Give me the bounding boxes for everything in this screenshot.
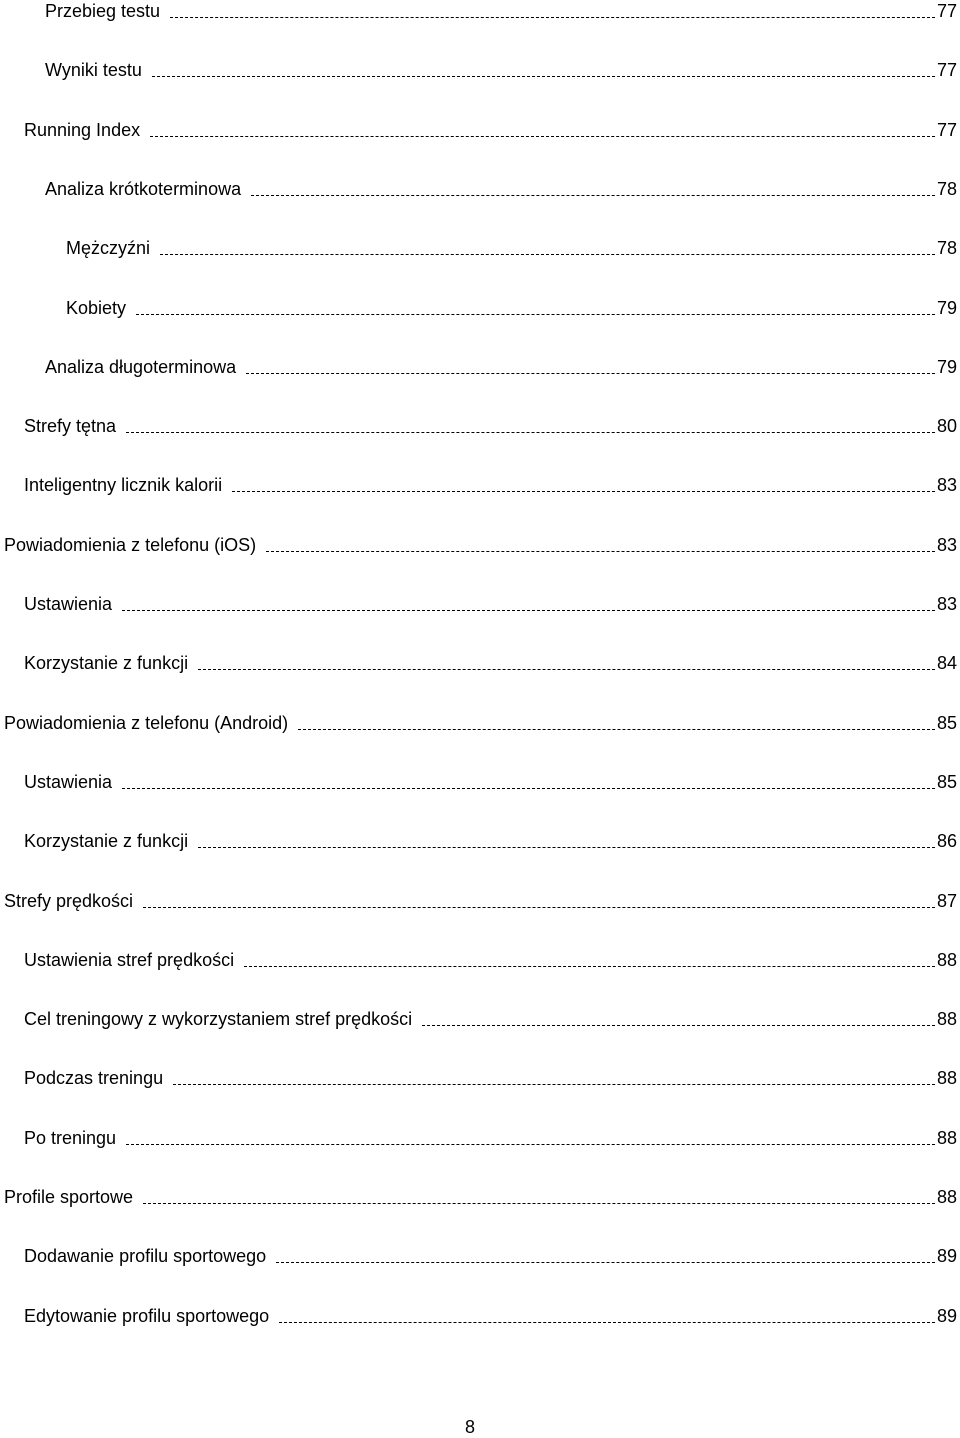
toc-leader-dots	[422, 1025, 935, 1026]
toc-entry-page: 79	[936, 298, 957, 318]
toc-leader-dots	[170, 17, 935, 18]
toc-entry-page: 88	[936, 1187, 957, 1207]
toc-entry-title: Podczas treningu	[24, 1068, 164, 1088]
toc-entry-title: Po treningu	[24, 1128, 117, 1148]
toc-entry-title: Przebieg testu	[45, 1, 161, 21]
toc-entry[interactable]	[24, 828, 957, 852]
toc-entry-page: 86	[936, 831, 957, 851]
page-number: 8	[464, 1417, 475, 1437]
toc-entry-page: 77	[936, 60, 957, 80]
toc-entry-page: 83	[936, 535, 957, 555]
toc-entry[interactable]	[24, 769, 957, 793]
toc-entry-page: 85	[936, 713, 957, 733]
toc-entry[interactable]	[66, 235, 957, 259]
toc-entry[interactable]	[66, 295, 957, 319]
toc-leader-dots	[122, 788, 935, 789]
toc-entry-title: Strefy tętna	[24, 416, 117, 436]
toc-entry-title: Dodawanie profilu sportowego	[24, 1246, 267, 1266]
toc-entry-page: 77	[936, 1, 957, 21]
toc-entry-title: Korzystanie z funkcji	[24, 831, 189, 851]
toc-leader-dots	[298, 729, 935, 730]
toc-entry-page: 89	[936, 1306, 957, 1326]
toc-entry[interactable]	[24, 650, 957, 674]
toc-leader-dots	[246, 373, 935, 374]
toc-leader-dots	[266, 551, 935, 552]
toc-entry-title: Running Index	[24, 120, 141, 140]
toc-leader-dots	[136, 314, 935, 315]
toc-entry-title: Ustawienia	[24, 772, 113, 792]
toc-entry[interactable]	[4, 710, 957, 734]
toc-leader-dots	[143, 1203, 935, 1204]
toc-entry[interactable]	[24, 1303, 957, 1327]
toc-leader-dots	[152, 76, 935, 77]
toc-entry-page: 85	[936, 772, 957, 792]
toc-entry-page: 89	[936, 1246, 957, 1266]
toc-entry[interactable]	[24, 1006, 957, 1030]
toc-entry-title: Inteligentny licznik kalorii	[24, 475, 223, 495]
toc-entry-page: 88	[936, 1009, 957, 1029]
toc-entry[interactable]	[24, 1065, 957, 1089]
toc-leader-dots	[143, 907, 935, 908]
toc-entry-title: Strefy prędkości	[4, 891, 134, 911]
toc-entry[interactable]	[45, 0, 957, 22]
toc-entry[interactable]	[24, 472, 957, 496]
toc-leader-dots	[150, 136, 935, 137]
toc-leader-dots	[244, 966, 935, 967]
toc-entry-page: 87	[936, 891, 957, 911]
toc-entry[interactable]	[24, 1125, 957, 1149]
toc-leader-dots	[198, 669, 935, 670]
toc-entry[interactable]	[24, 1243, 957, 1267]
toc-entry[interactable]	[4, 888, 957, 912]
toc-entry[interactable]	[24, 591, 957, 615]
toc-entry-page: 88	[936, 950, 957, 970]
toc-entry-page: 84	[936, 653, 957, 673]
toc-entry[interactable]	[24, 413, 957, 437]
toc-entry-title: Edytowanie profilu sportowego	[24, 1306, 270, 1326]
toc-entry-page: 83	[936, 594, 957, 614]
toc-leader-dots	[251, 195, 935, 196]
toc-leader-dots	[232, 491, 935, 492]
toc-leader-dots	[126, 1144, 935, 1145]
toc-entry[interactable]	[45, 176, 957, 200]
toc-entry-title: Profile sportowe	[4, 1187, 134, 1207]
toc-entry-title: Analiza krótkoterminowa	[45, 179, 242, 199]
toc-entry-page: 88	[936, 1128, 957, 1148]
toc-entry[interactable]	[24, 947, 957, 971]
toc-entry-title: Wyniki testu	[45, 60, 142, 80]
toc-entry-page: 88	[936, 1068, 957, 1088]
toc-leader-dots	[173, 1084, 935, 1085]
toc-leader-dots	[122, 610, 935, 611]
toc-entry-title: Analiza długoterminowa	[45, 357, 237, 377]
toc-entry-page: 83	[936, 475, 957, 495]
toc-entry-title: Powiadomienia z telefonu (iOS)	[4, 535, 257, 555]
toc-entry[interactable]	[4, 532, 957, 556]
toc-entry[interactable]	[45, 57, 957, 81]
toc-entry-title: Ustawienia	[24, 594, 113, 614]
toc-leader-dots	[198, 847, 935, 848]
toc-entry-title: Powiadomienia z telefonu (Android)	[4, 713, 289, 733]
toc-leader-dots	[276, 1262, 935, 1263]
toc-entry-title: Cel treningowy z wykorzystaniem stref prędkości	[24, 1009, 413, 1029]
toc-entry[interactable]	[24, 117, 957, 141]
toc-entry-page: 78	[936, 179, 957, 199]
toc-entry-page: 79	[936, 357, 957, 377]
toc-entry-title: Ustawienia stref prędkości	[24, 950, 235, 970]
toc-entry-page: 78	[936, 238, 957, 258]
toc-leader-dots	[126, 432, 935, 433]
toc-leader-dots	[160, 254, 935, 255]
toc-entry[interactable]	[45, 354, 957, 378]
toc-entry-page: 80	[936, 416, 957, 436]
toc-entry-title: Korzystanie z funkcji	[24, 653, 189, 673]
toc-entry[interactable]	[4, 1184, 957, 1208]
toc-entry-page: 77	[936, 120, 957, 140]
toc-entry-title: Mężczyźni	[66, 238, 151, 258]
toc-entry-title: Kobiety	[66, 298, 127, 318]
toc-leader-dots	[279, 1322, 935, 1323]
